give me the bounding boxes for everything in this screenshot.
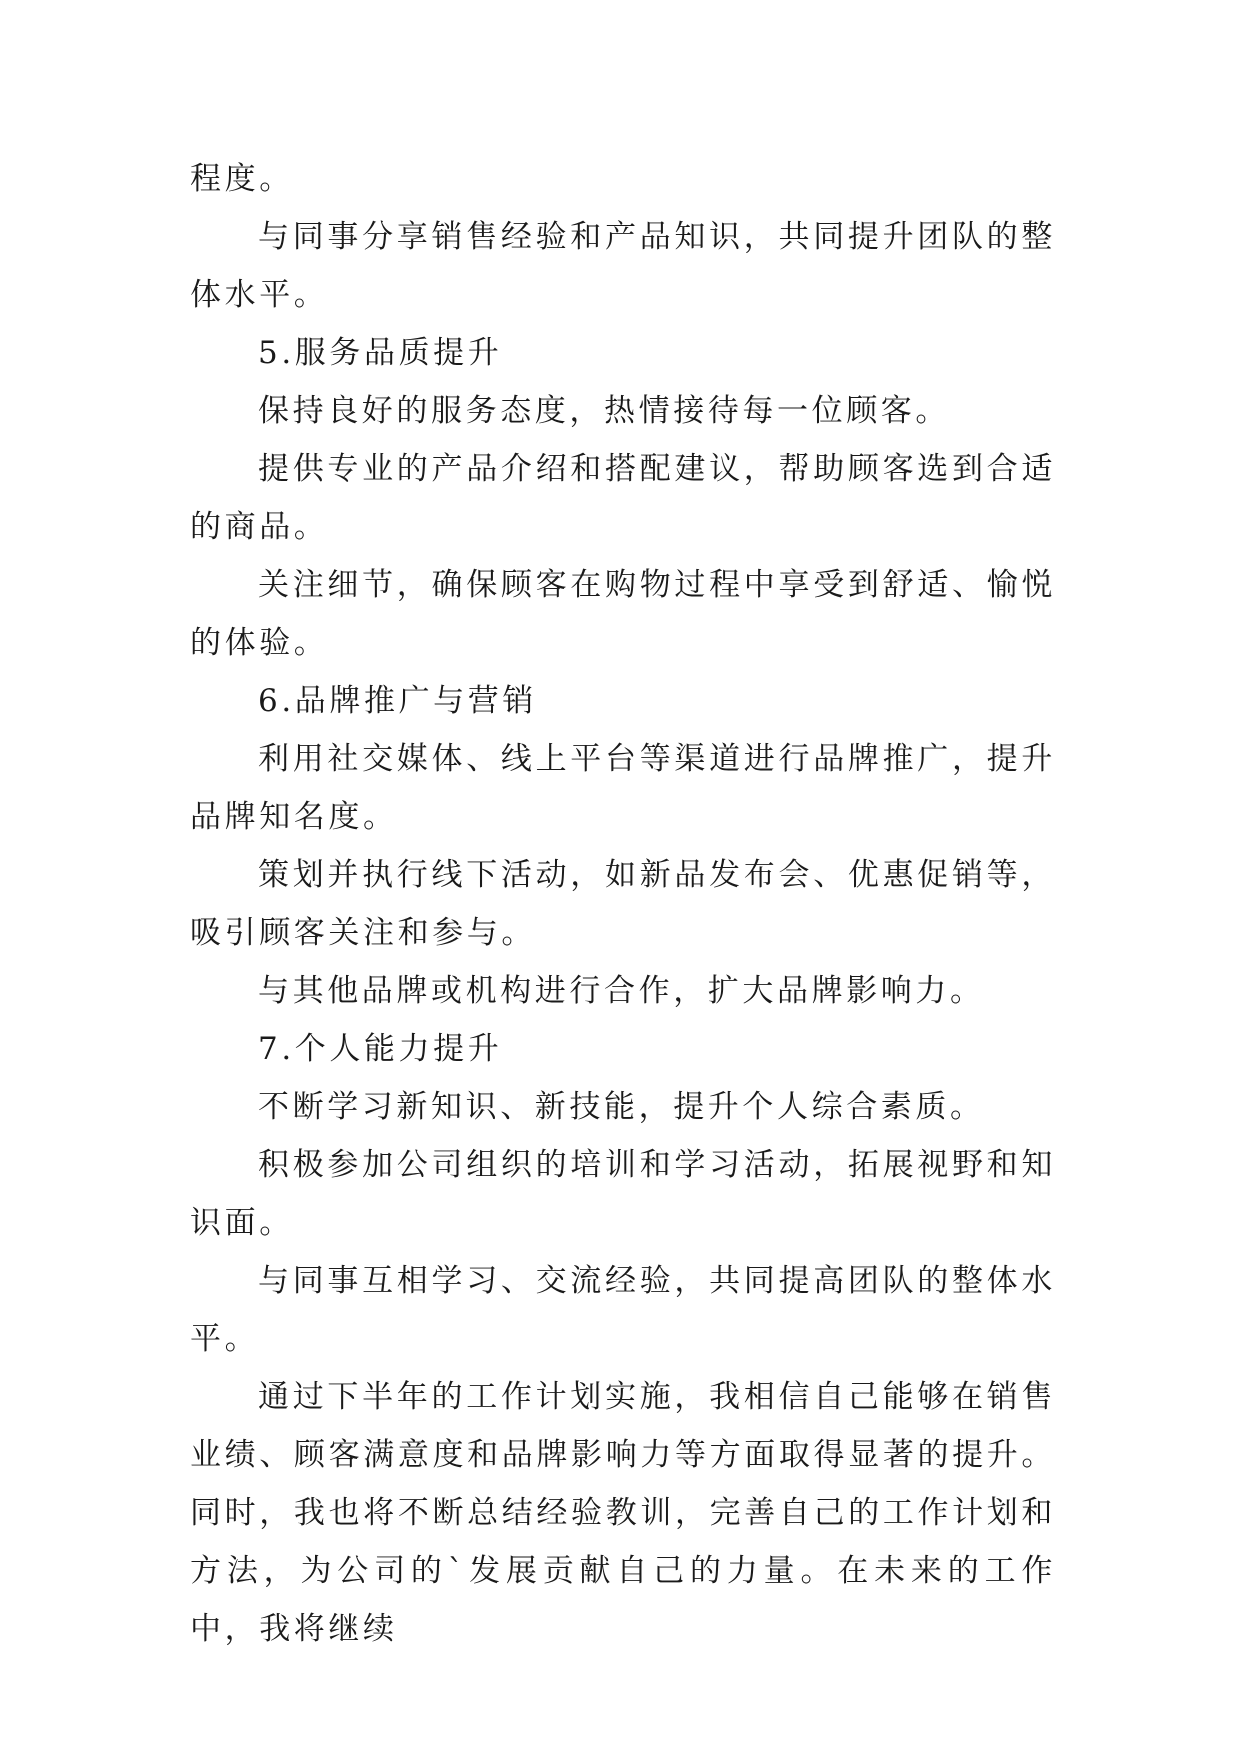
paragraph: 利用社交媒体、线上平台等渠道进行品牌推广，提升品牌知名度。 [190, 741, 1056, 835]
paragraph: 不断学习新知识、新技能，提升个人综合素质。 [258, 1089, 985, 1125]
paragraph: 与其他品牌或机构进行合作，扩大品牌影响力。 [258, 973, 985, 1009]
paragraph: 策划并执行线下活动，如新品发布会、优惠促销等，吸引顾客关注和参与。 [190, 857, 1056, 951]
paragraph: 程度。 [190, 161, 294, 197]
section-heading: 6.品牌推广与营销 [258, 683, 537, 719]
paragraph: 提供专业的产品介绍和搭配建议，帮助顾客选到合适的商品。 [190, 451, 1056, 545]
paragraph: 保持良好的服务态度，热情接待每一位顾客。 [258, 393, 950, 429]
paragraph: 通过下半年的工作计划实施，我相信自己能够在销售业绩、顾客满意度和品牌影响力等方面取得显著的提升。同时，我也将不断总结经验教训，完善自己的工作计划和方法，为公司的`发展贡献自己的力量。在未来的工作中，我将继续 [190, 1379, 1056, 1647]
document-page [190, 150, 1056, 1658]
section-heading: 7.个人能力提升 [258, 1031, 503, 1067]
paragraph: 与同事互相学习、交流经验，共同提高团队的整体水平。 [190, 1263, 1056, 1357]
paragraph: 积极参加公司组织的培训和学习活动，拓展视野和知识面。 [190, 1147, 1056, 1241]
paragraph: 与同事分享销售经验和产品知识，共同提升团队的整体水平。 [190, 219, 1056, 313]
paragraph: 关注细节，确保顾客在购物过程中享受到舒适、愉悦的体验。 [190, 567, 1056, 661]
section-heading: 5.服务品质提升 [258, 335, 503, 371]
